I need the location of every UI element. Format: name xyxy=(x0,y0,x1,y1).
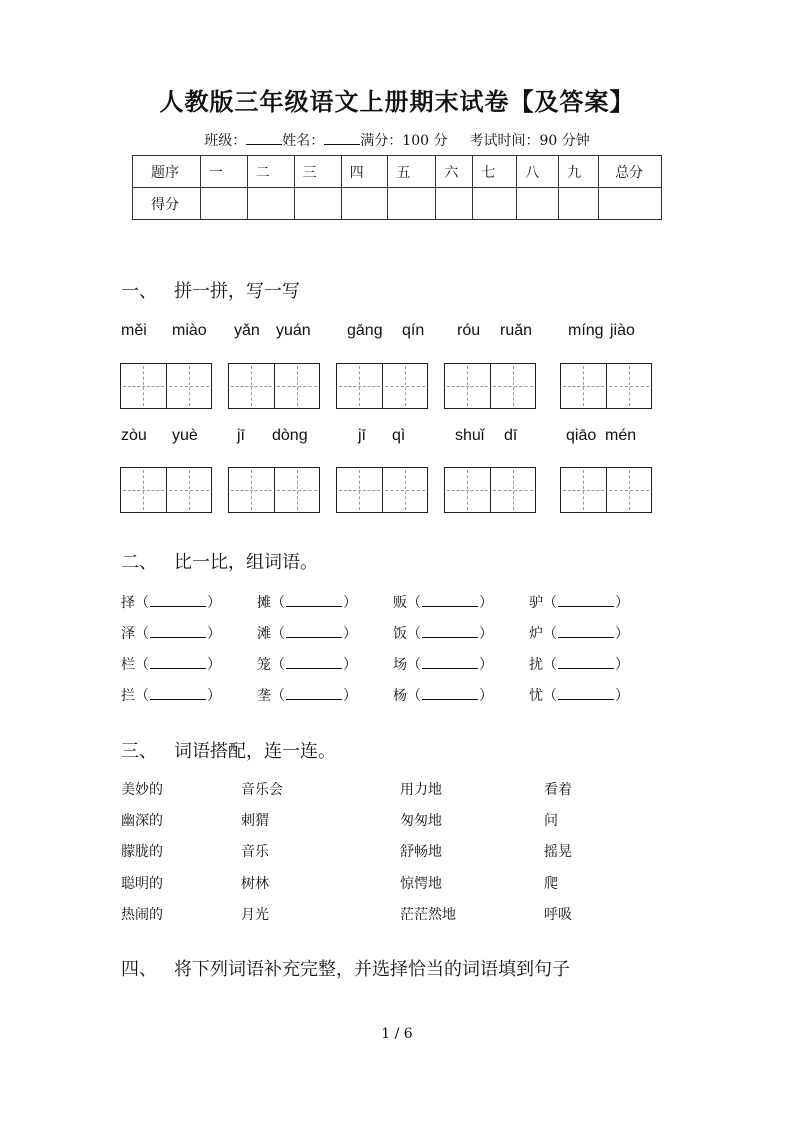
open-paren: （ xyxy=(543,657,557,673)
pinyin-syllable: ruǎn xyxy=(500,322,533,339)
page-title: 人教版三年级语文上册期末试卷【及答案】 xyxy=(159,88,635,116)
word-compare-item xyxy=(257,623,357,643)
writing-grid[interactable] xyxy=(560,467,652,513)
match-word[interactable]: 月光 xyxy=(241,907,269,923)
section-1-heading xyxy=(121,277,300,303)
close-paren: ） xyxy=(343,626,357,642)
answer-blank[interactable] xyxy=(422,656,478,669)
writing-grid[interactable] xyxy=(336,467,428,513)
match-word[interactable]: 树林 xyxy=(241,876,269,892)
answer-blank[interactable] xyxy=(422,625,478,638)
answer-blank[interactable] xyxy=(150,625,206,638)
pinyin-syllable: jī xyxy=(237,427,245,444)
open-paren: （ xyxy=(271,688,285,704)
section-3-number: 三、 xyxy=(121,741,157,762)
score-header-cell: 七 xyxy=(473,156,517,188)
word-compare-item xyxy=(393,623,493,643)
word-compare-item xyxy=(257,654,357,674)
match-word[interactable]: 音乐 xyxy=(241,844,269,860)
open-paren: （ xyxy=(407,657,421,673)
score-value-row xyxy=(133,188,662,220)
match-word[interactable]: 刺猬 xyxy=(241,813,269,829)
exam-time: 考试时间：90 分钟 xyxy=(469,133,590,149)
section-3-heading xyxy=(121,737,336,763)
base-character: 忧 xyxy=(529,688,543,704)
word-compare-item xyxy=(529,654,629,674)
word-compare-item xyxy=(121,592,221,612)
score-header-row xyxy=(133,156,662,188)
close-paren: ） xyxy=(479,657,493,673)
section-4-title: 将下列词语补充完整，并选择恰当的词语填到句子 xyxy=(174,959,570,980)
match-word[interactable]: 幽深的 xyxy=(121,813,163,829)
full-score: 满分：100 分 xyxy=(360,133,448,149)
class-label: 班级： xyxy=(204,133,247,149)
base-character: 滩 xyxy=(257,626,271,642)
match-word[interactable]: 问 xyxy=(544,813,558,829)
match-word[interactable]: 用力地 xyxy=(400,782,442,798)
open-paren: （ xyxy=(407,626,421,642)
section-4-number: 四、 xyxy=(121,959,157,980)
score-cell[interactable] xyxy=(200,188,247,220)
writing-grid[interactable] xyxy=(228,467,320,513)
answer-blank[interactable] xyxy=(558,656,614,669)
word-compare-item xyxy=(393,592,493,612)
base-character: 扰 xyxy=(529,657,543,673)
word-compare-item xyxy=(121,654,221,674)
base-character: 驴 xyxy=(529,595,543,611)
match-word[interactable]: 音乐会 xyxy=(241,782,283,798)
class-blank[interactable] xyxy=(246,132,282,145)
pinyin-syllable: zòu xyxy=(121,427,147,444)
answer-blank[interactable] xyxy=(558,625,614,638)
match-word[interactable]: 舒畅地 xyxy=(400,844,442,860)
answer-blank[interactable] xyxy=(422,594,478,607)
close-paren: ） xyxy=(207,595,221,611)
base-character: 场 xyxy=(393,657,407,673)
open-paren: （ xyxy=(407,688,421,704)
match-word[interactable]: 朦胧的 xyxy=(121,844,163,860)
writing-grid[interactable] xyxy=(120,363,212,409)
base-character: 饭 xyxy=(393,626,407,642)
score-cell[interactable] xyxy=(599,188,662,220)
open-paren: （ xyxy=(543,688,557,704)
word-compare-item xyxy=(529,623,629,643)
name-blank[interactable] xyxy=(324,132,360,145)
score-header-cell: 五 xyxy=(388,156,436,188)
base-character: 拦 xyxy=(121,688,135,704)
open-paren: （ xyxy=(271,595,285,611)
section-1-title: 拼一拼，写一写 xyxy=(174,281,300,302)
name-label: 姓名： xyxy=(282,133,325,149)
section-2-heading xyxy=(121,548,318,574)
close-paren: ） xyxy=(343,595,357,611)
word-compare-item xyxy=(257,592,357,612)
section-2-number: 二、 xyxy=(121,552,157,573)
word-compare-item xyxy=(529,592,629,612)
word-compare-item xyxy=(121,623,221,643)
section-1-number: 一、 xyxy=(121,281,157,302)
close-paren: ） xyxy=(207,626,221,642)
open-paren: （ xyxy=(135,657,149,673)
open-paren: （ xyxy=(135,688,149,704)
word-compare-item xyxy=(257,685,357,705)
base-character: 栏 xyxy=(121,657,135,673)
score-table xyxy=(132,155,662,220)
score-header-cell: 三 xyxy=(294,156,341,188)
match-word[interactable]: 美妙的 xyxy=(121,782,163,798)
word-compare-item xyxy=(393,654,493,674)
score-header-cell: 四 xyxy=(341,156,388,188)
answer-blank[interactable] xyxy=(422,687,478,700)
base-character: 摊 xyxy=(257,595,271,611)
writing-grid[interactable] xyxy=(228,363,320,409)
open-paren: （ xyxy=(135,626,149,642)
pinyin-syllable: qiāo xyxy=(566,427,597,444)
match-word[interactable]: 惊愕地 xyxy=(400,876,442,892)
score-row-label: 得分 xyxy=(133,188,201,220)
answer-blank[interactable] xyxy=(150,687,206,700)
close-paren: ） xyxy=(615,657,629,673)
base-character: 垄 xyxy=(257,688,271,704)
pinyin-syllable: mén xyxy=(605,427,637,444)
pinyin-syllable: qì xyxy=(392,427,406,444)
match-word[interactable]: 聪明的 xyxy=(121,876,163,892)
writing-grid[interactable] xyxy=(444,363,536,409)
score-cell[interactable] xyxy=(341,188,388,220)
match-word[interactable]: 看着 xyxy=(544,782,572,798)
close-paren: ） xyxy=(207,657,221,673)
score-header-cell: 六 xyxy=(436,156,473,188)
close-paren: ） xyxy=(479,626,493,642)
score-cell[interactable] xyxy=(473,188,517,220)
close-paren: ） xyxy=(615,626,629,642)
section-2-title: 比一比，组词语。 xyxy=(174,552,318,573)
close-paren: ） xyxy=(479,688,493,704)
base-character: 泽 xyxy=(121,626,135,642)
score-header-cell: 二 xyxy=(247,156,294,188)
base-character: 择 xyxy=(121,595,135,611)
answer-blank[interactable] xyxy=(150,594,206,607)
pinyin-syllable: yuè xyxy=(172,427,198,444)
base-character: 笼 xyxy=(257,657,271,673)
score-header-cell: 九 xyxy=(559,156,599,188)
score-cell[interactable] xyxy=(517,188,559,220)
answer-blank[interactable] xyxy=(558,594,614,607)
writing-grid[interactable] xyxy=(336,363,428,409)
pinyin-syllable: yuán xyxy=(276,322,311,339)
answer-blank[interactable] xyxy=(286,656,342,669)
score-header-cell: 题序 xyxy=(133,156,201,188)
base-character: 贩 xyxy=(393,595,407,611)
word-compare-item xyxy=(121,685,221,705)
close-paren: ） xyxy=(615,595,629,611)
score-cell[interactable] xyxy=(436,188,473,220)
match-word[interactable]: 热闹的 xyxy=(121,907,163,923)
answer-blank[interactable] xyxy=(286,687,342,700)
pinyin-syllable: miào xyxy=(172,322,207,339)
exam-info xyxy=(0,130,794,150)
section-4-heading xyxy=(121,955,570,981)
score-header-cell: 总分 xyxy=(599,156,662,188)
pinyin-syllable: qín xyxy=(402,322,425,339)
score-header-cell: 一 xyxy=(200,156,247,188)
open-paren: （ xyxy=(271,657,285,673)
answer-blank[interactable] xyxy=(150,656,206,669)
pinyin-syllable: dī xyxy=(504,427,518,444)
answer-blank[interactable] xyxy=(286,594,342,607)
open-paren: （ xyxy=(407,595,421,611)
close-paren: ） xyxy=(615,688,629,704)
close-paren: ） xyxy=(207,688,221,704)
match-word[interactable]: 匆匆地 xyxy=(400,813,442,829)
score-cell[interactable] xyxy=(247,188,294,220)
answer-blank[interactable] xyxy=(558,687,614,700)
score-cell[interactable] xyxy=(294,188,341,220)
match-word[interactable]: 茫茫然地 xyxy=(400,907,456,923)
match-word[interactable]: 呼吸 xyxy=(544,907,572,923)
pinyin-syllable: róu xyxy=(457,322,481,339)
answer-blank[interactable] xyxy=(286,625,342,638)
open-paren: （ xyxy=(135,595,149,611)
open-paren: （ xyxy=(543,595,557,611)
word-compare-item xyxy=(529,685,629,705)
base-character: 杨 xyxy=(393,688,407,704)
writing-grid[interactable] xyxy=(444,467,536,513)
writing-grid[interactable] xyxy=(120,467,212,513)
score-cell[interactable] xyxy=(559,188,599,220)
pinyin-syllable: měi xyxy=(121,322,147,339)
score-cell[interactable] xyxy=(388,188,436,220)
page-number: 1 / 6 xyxy=(381,1026,413,1042)
score-header-cell: 八 xyxy=(517,156,559,188)
section-3-title: 词语搭配，连一连。 xyxy=(174,741,336,762)
match-word[interactable]: 摇晃 xyxy=(544,844,572,860)
open-paren: （ xyxy=(543,626,557,642)
close-paren: ） xyxy=(343,688,357,704)
close-paren: ） xyxy=(343,657,357,673)
match-word[interactable]: 爬 xyxy=(544,876,558,892)
writing-grid[interactable] xyxy=(560,363,652,409)
word-compare-item xyxy=(393,685,493,705)
open-paren: （ xyxy=(271,626,285,642)
base-character: 炉 xyxy=(529,626,543,642)
pinyin-syllable: míng xyxy=(568,322,604,339)
close-paren: ） xyxy=(479,595,493,611)
pinyin-syllable: dòng xyxy=(272,427,308,444)
pinyin-syllable: yǎn xyxy=(234,322,260,339)
pinyin-syllable: jī xyxy=(358,427,366,444)
pinyin-syllable: jiào xyxy=(610,322,635,339)
pinyin-syllable: shuǐ xyxy=(455,427,485,444)
pinyin-syllable: gāng xyxy=(347,322,383,339)
